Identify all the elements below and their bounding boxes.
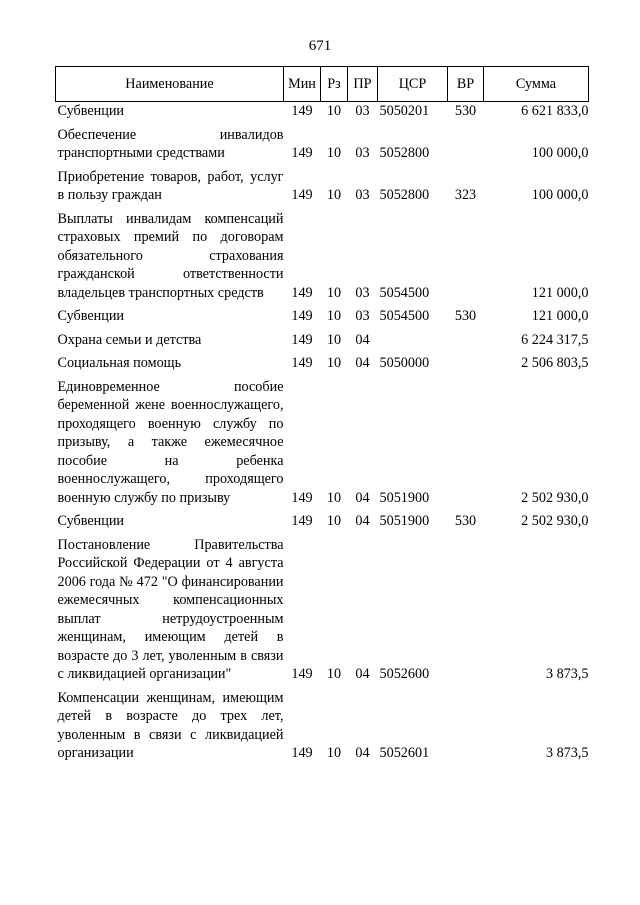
header-min: Мин	[284, 67, 321, 102]
cell-name: Охрана семьи и детства	[57, 331, 202, 348]
cell-rz: 10	[326, 355, 342, 371]
cell-csr: 5050201	[379, 103, 430, 119]
cell-csr: 5054500	[379, 308, 430, 324]
cell-name: Социальная помощь	[57, 355, 182, 371]
cell-sum: 2 502 930,0	[521, 513, 589, 529]
cell-pr: 03	[355, 187, 370, 203]
cell-pr: 03	[355, 284, 370, 301]
cell-rz: 10	[326, 489, 342, 506]
cell-csr	[378, 326, 448, 350]
table-row	[56, 205, 589, 303]
cell-csr: 5054500	[379, 284, 430, 301]
cell-rz: 10	[326, 308, 342, 324]
cell-min: 149	[291, 745, 313, 761]
cell-name: Субвенции	[57, 103, 125, 119]
cell-pr: 04	[355, 331, 370, 348]
cell-vr	[448, 349, 484, 373]
cell-min: 149	[291, 308, 313, 324]
cell-rz: 10	[326, 284, 342, 301]
cell-pr: 04	[355, 489, 370, 506]
cell-rz: 10	[326, 513, 342, 529]
cell-min: 149	[291, 103, 313, 119]
table-header	[56, 67, 589, 102]
cell-sum: 6 621 833,0	[521, 103, 589, 119]
cell-pr: 03	[355, 145, 370, 161]
cell-csr: 5051900	[379, 489, 430, 506]
header-pr: ПР	[348, 67, 378, 102]
cell-vr	[448, 373, 484, 508]
budget-table	[55, 66, 589, 763]
cell-name: Компенсации женщинам, имеющим детей в возрасте до трех лет, уволенным в связи с ликвидацией организации	[57, 689, 284, 761]
table-row	[56, 163, 589, 205]
cell-pr: 04	[355, 355, 370, 371]
cell-name: Единовременное пособие беременной жене военнослужащего, проходящего военную службу по призыву, а также ежемесячное пособие на ребенка военнослужащего, проходящего военную службу по призыву	[57, 378, 284, 506]
cell-sum: 3 873,5	[545, 745, 589, 761]
cell-min: 149	[291, 284, 313, 301]
cell-pr: 04	[355, 666, 370, 682]
cell-name: Обеспечение инвалидов транспортными средствами	[57, 126, 284, 161]
table-row	[56, 302, 589, 326]
cell-name: Субвенции	[57, 513, 125, 529]
header-csr: ЦСР	[378, 67, 448, 102]
cell-csr: 5051900	[379, 513, 430, 529]
cell-sum: 121 000,0	[531, 308, 589, 324]
cell-vr: 323	[454, 187, 477, 203]
page-number: 671	[308, 38, 332, 54]
cell-min: 149	[291, 331, 313, 348]
table-body	[56, 102, 589, 763]
cell-rz: 10	[326, 331, 342, 348]
cell-sum: 2 502 930,0	[521, 489, 589, 506]
cell-min: 149	[291, 187, 313, 203]
table-row	[56, 349, 589, 373]
cell-min: 149	[291, 489, 313, 506]
cell-rz: 10	[326, 187, 342, 203]
cell-min: 149	[291, 666, 313, 682]
cell-vr	[448, 684, 484, 763]
cell-csr: 5052601	[379, 745, 430, 761]
cell-min: 149	[291, 355, 313, 371]
cell-pr: 04	[355, 745, 370, 761]
cell-pr: 03	[355, 308, 370, 324]
cell-csr: 5052800	[379, 145, 430, 161]
table-row	[56, 121, 589, 163]
cell-vr	[448, 326, 484, 350]
cell-pr: 03	[355, 103, 370, 119]
table-row	[56, 326, 589, 350]
table-row	[56, 102, 589, 121]
header-sum: Сумма	[484, 67, 589, 102]
table-row	[56, 684, 589, 763]
cell-min: 149	[291, 513, 313, 529]
table-row	[56, 507, 589, 531]
cell-sum: 2 506 803,5	[521, 355, 589, 371]
cell-vr: 530	[454, 103, 477, 119]
cell-sum: 121 000,0	[531, 284, 589, 301]
cell-vr	[448, 121, 484, 163]
cell-sum: 6 224 317,5	[521, 331, 589, 348]
cell-min: 149	[291, 145, 313, 161]
cell-sum: 3 873,5	[545, 666, 589, 682]
cell-pr: 04	[355, 513, 370, 529]
cell-name: Выплаты инвалидам компенсаций страховых премий по договорам обязательного страхования гражданской ответственности владельцев транспортных средств	[57, 210, 284, 301]
header-vr: ВР	[448, 67, 484, 102]
cell-vr	[448, 205, 484, 303]
cell-rz: 10	[326, 745, 342, 761]
table-row	[56, 531, 589, 684]
header-name: Наименование	[56, 67, 284, 102]
cell-vr: 530	[454, 513, 477, 529]
cell-csr: 5050000	[379, 355, 430, 371]
cell-csr: 5052800	[379, 187, 430, 203]
cell-csr: 5052600	[379, 666, 430, 682]
cell-rz: 10	[326, 103, 342, 119]
cell-rz: 10	[326, 145, 342, 161]
cell-name: Постановление Правительства Российской Федерации от 4 августа 2006 года № 472 "О финансировании ежемесячных компенсационных выплат нетрудоустроенным женщинам, имеющим детей в возрасте до 3 лет, уволенным в связи с ликвидацией организации"	[57, 536, 284, 682]
cell-name: Приобретение товаров, работ, услуг в пользу граждан	[57, 168, 284, 203]
table-row	[56, 373, 589, 508]
header-rz: Рз	[321, 67, 348, 102]
cell-sum: 100 000,0	[531, 145, 589, 161]
cell-vr: 530	[454, 308, 477, 324]
cell-vr	[448, 531, 484, 684]
cell-name: Субвенции	[57, 308, 125, 324]
cell-rz: 10	[326, 666, 342, 682]
cell-sum: 100 000,0	[531, 187, 589, 203]
